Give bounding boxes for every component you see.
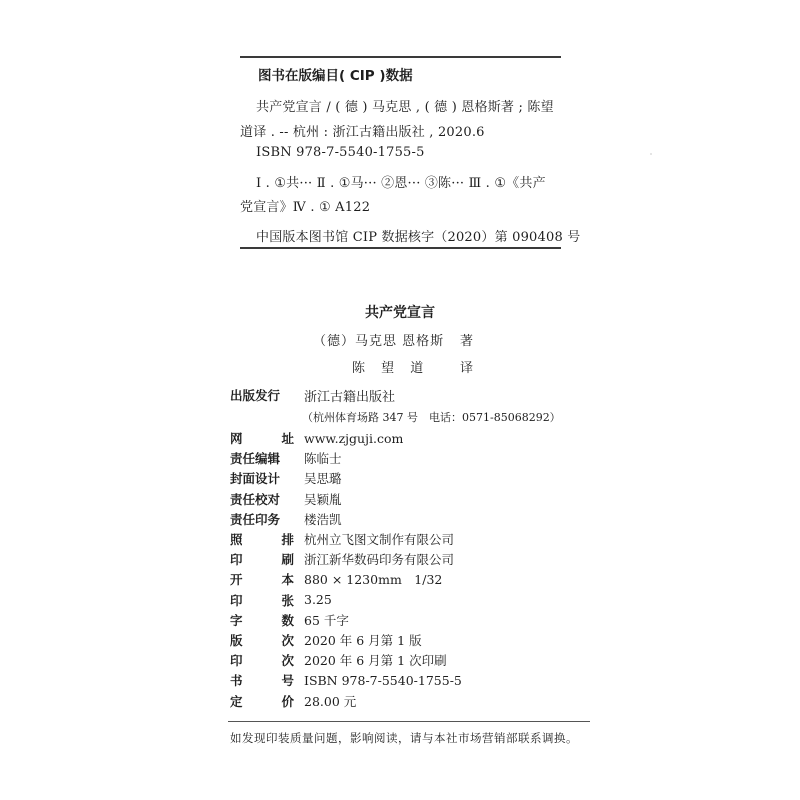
info-row [230,590,332,610]
info-row-label [230,469,294,487]
info-row-label [230,591,294,609]
info-row-label-part: 版 [230,633,243,648]
info-row-value: 陈临士 [304,451,342,467]
info-row-value: 28.00 元 [304,693,357,709]
info-row-label-part: 定 [230,693,243,709]
info-row-label-part: 网 [230,431,243,446]
translator-role: 译 [460,361,475,376]
info-row-label [230,449,294,467]
info-row [230,630,422,650]
info-row-value: 3.25 [304,592,332,608]
info-row-value: ISBN 978-7-5540-1755-5 [304,672,462,688]
info-row [230,670,462,690]
info-row-label-part: 本 [281,572,294,588]
info-row-label-part: 字 [230,612,243,628]
info-row-label-part: 照 [230,532,243,547]
footer-rule [228,721,590,722]
info-row-label [230,651,294,669]
publisher-address: （杭州体育场路 347 号 电话：0571-85068292） [302,411,561,424]
info-row-label [230,671,294,689]
info-row [230,509,342,529]
info-row-label-part: 张 [281,592,294,608]
cip-bottom-rule [240,247,561,249]
footer-note: 如发现印装质量问题，影响阅读，请与本社市场营销部联系调换。 [230,731,578,745]
info-row [230,448,342,468]
info-row-label-part: 开 [230,572,243,588]
info-row [230,610,349,630]
info-row-label-part: 排 [281,532,294,547]
translator: 陈 望 道 [352,361,430,376]
info-row-label-part: 号 [281,673,294,689]
info-row-label-part: 责任印务 [230,511,281,527]
info-row-label [230,611,294,629]
info-row-label [230,429,294,447]
cip-isbn: ISBN 978-7-5540-1755-5 [256,145,425,160]
info-row-label [230,570,294,588]
cip-classification-line-2: 党宣言》Ⅳ . ① A122 [240,200,371,215]
publisher-name: 浙江古籍出版社 [304,390,396,405]
info-row-label [230,490,294,508]
info-row-label [230,510,294,528]
info-row-value: 880 × 1230mm 1/32 [304,572,443,588]
info-row-label-part: 数 [281,612,294,628]
info-row-label-part: 次 [281,653,294,669]
cip-classification-line-1: Ⅰ . ①共··· Ⅱ . ①马··· ②恩··· ③陈··· Ⅲ . ①《共产 [256,176,546,191]
info-row-value: 吴颖胤 [304,491,342,507]
info-row-value: 65 千字 [304,612,349,628]
cip-heading: 图书在版编目( CIP )数据 [258,68,413,84]
book-title: 共产党宣言 [365,305,435,321]
cip-citation-line-1: 共产党宣言 / ( 德 ) 马克思 , ( 德 ) 恩格斯著 ; 陈望 [256,100,554,115]
info-row-value: www.zjguji.com [304,430,404,446]
info-row-label-part: 印 [230,552,243,568]
info-row-value: 2020 年 6 月第 1 次印刷 [304,653,447,669]
info-row-label-part: 价 [281,693,294,709]
publisher-label: 出版发行 [230,388,281,403]
info-row-value: 2020 年 6 月第 1 版 [304,633,422,648]
info-row-value: 吴思璐 [304,471,342,487]
authors: （德）马克思 恩格斯 [313,334,445,349]
info-row-label-part: 书 [230,673,243,689]
info-row-label-part: 址 [281,431,294,446]
info-row-label-part: 印 [230,653,243,669]
cip-citation-line-2: 道译 . -- 杭州 : 浙江古籍出版社 , 2020.6 [240,125,485,140]
info-row-label [230,692,294,710]
info-row-label [230,631,294,649]
info-row [230,650,447,670]
info-row [230,468,342,488]
info-row [230,489,342,509]
info-row-label-part: 封面设计 [230,471,281,487]
authors-role: 著 [460,334,475,349]
info-row-label [230,530,294,548]
info-row-label-part: 次 [281,633,294,648]
info-row-value: 杭州立飞图文制作有限公司 [304,532,455,547]
info-row-label-part: 刷 [281,552,294,568]
info-row [230,691,356,711]
info-row-label-part: 责任编辑 [230,451,281,467]
info-row-label-part: 印 [230,592,243,608]
scan-speck [650,153,652,155]
info-row [230,549,454,569]
cip-top-rule [240,56,561,58]
cip-number: 中国版本图书馆 CIP 数据核字（2020）第 090408 号 [256,230,581,245]
info-row-value: 浙江新华数码印务有限公司 [304,552,455,568]
info-row [230,569,442,589]
info-row-value: 楼浩凯 [304,511,342,527]
info-row [230,529,454,549]
info-row-label [230,550,294,568]
info-row [230,428,403,448]
info-row-label-part: 责任校对 [230,491,281,507]
